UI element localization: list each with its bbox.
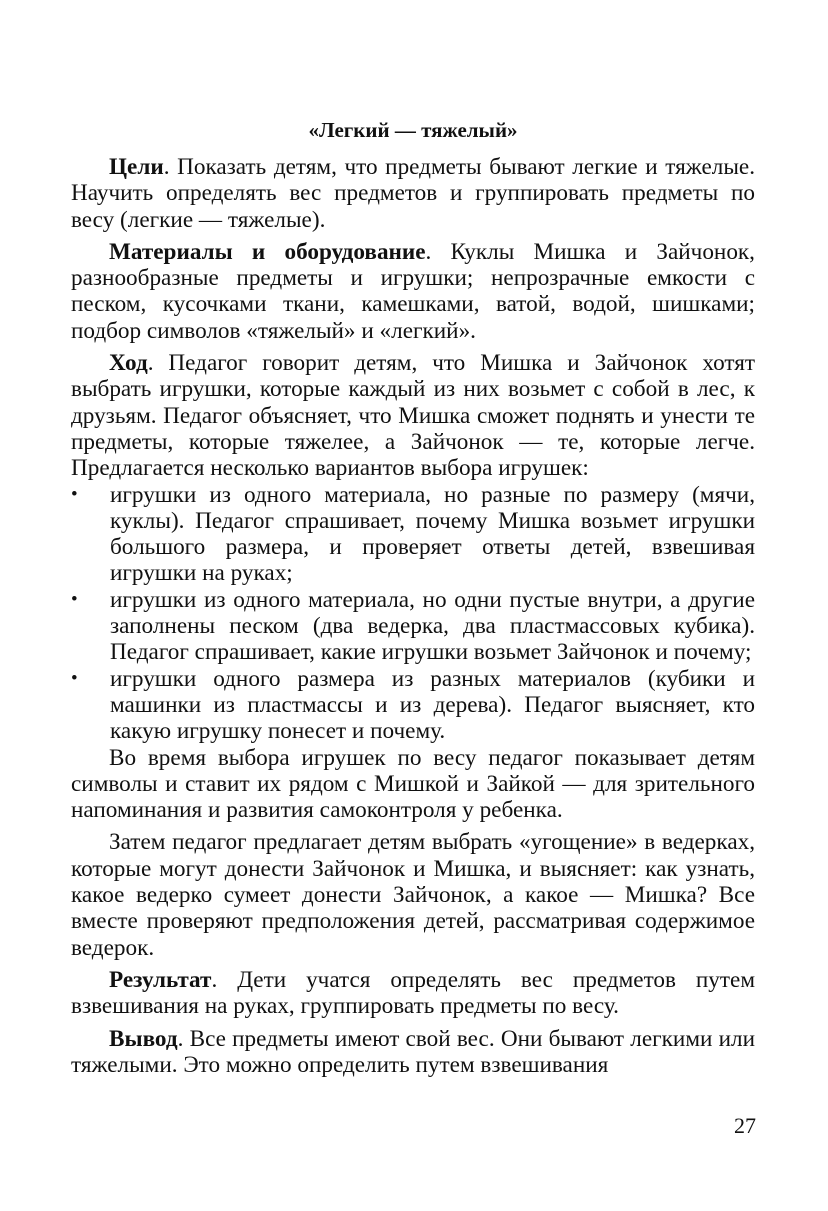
section-title: «Легкий — тяжелый» — [308, 118, 518, 142]
page-content — [71, 118, 755, 1084]
result-paragraph — [71, 967, 755, 1020]
goals-text: . Показать детям, что предметы бывают легкие и тяжелые. Научить определять вес предметов и группировать предметы по весу (легкие — тяжелые). — [71, 154, 755, 233]
list-item — [71, 587, 755, 666]
procedure-text: . Педагог говорит детям, что Мишка и Зайчонок хотят выбрать игрушки, которые каждый из них возьмет с собой в лес, к друзьям. Педагог объясняет, что Мишка сможет поднять и унести те предметы, которые тяжелее, а Зайчонок — те, которые легче. Предлагается несколько вариантов выбора игрушек: — [71, 350, 755, 482]
list-item-text: игрушки из одного материала, но одни пустые внутри, а другие заполнены песком (два ведерка, два пластмассовых кубика). Педагог спрашивает, какие игрушки возьмет Зайчонок и почему; — [110, 586, 755, 666]
bullet-icon: • — [71, 588, 78, 610]
materials-paragraph — [71, 239, 755, 344]
bullet-icon: • — [71, 667, 78, 689]
list-item — [71, 666, 755, 745]
bullet-icon: • — [71, 483, 78, 505]
list-item-text: игрушки одного размера из разных материалов (кубики и машинки из пластмассы и из дерева). Педагог выясняет, кто какую игрушку понесет и почему. — [110, 665, 755, 745]
materials-text: . Куклы Мишка и Зайчонок, разнообразные предметы и игрушки; непрозрачные емкости с песком, кусочками ткани, камешками, ватой, водой, шишками; подбор символов «тяжелый» и «легкий». — [71, 238, 755, 344]
procedure-paragraph — [71, 350, 755, 481]
conclusion-paragraph — [71, 1026, 755, 1079]
result-label: Результат — [109, 966, 212, 993]
goals-label: Цели — [109, 154, 164, 180]
treat-paragraph: Затем педагог предлагает детям выбрать «угощение» в ведерках, которые могут донести Зайчонок и Мишка, и выясняет: как узнать, какое ведерко сумеет донести Зайчонок, а какое — Мишка? Все вместе проверяют предположения детей, рассматривая содержимое ведерок. — [71, 829, 755, 961]
goals-paragraph — [71, 154, 755, 233]
materials-label: Материалы и оборудование — [109, 238, 426, 265]
list-item-text: игрушки из одного материала, но разные по размеру (мячи, куклы). Педагог спрашивает, почему Мишка возьмет игрушки большого размера, и проверяет ответы детей, взвешивая игрушки на руках; — [110, 481, 755, 587]
options-list — [71, 482, 755, 745]
procedure-label: Ход — [109, 350, 148, 377]
page-number: 27 — [734, 1113, 756, 1138]
conclusion-text: . Все предметы имеют свой вес. Они бывают легкими или тяжелыми. Это можно определить путем взвешивания — [71, 1025, 755, 1078]
list-item — [71, 482, 755, 587]
conclusion-label: Вывод — [109, 1025, 178, 1052]
symbols-paragraph: Во время выбора игрушек по весу педагог показывает детям символы и ставит их рядом с Мишкой и Зайкой — для зрительного напоминания и развития самоконтроля у ребенка. — [71, 744, 755, 824]
result-text: . Дети учатся определять вес предметов путем взвешивания на руках, группировать предметы по весу. — [71, 966, 755, 1020]
